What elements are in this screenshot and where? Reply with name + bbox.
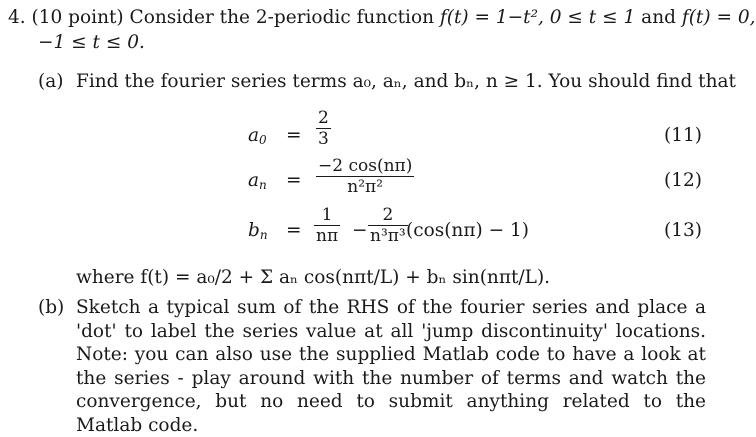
fraction-numerator: 1 (321, 205, 333, 225)
fraction-numerator: 2 (318, 108, 329, 128)
problem-intro: Consider the 2-periodic function (129, 7, 435, 28)
fraction-bn-2 (368, 205, 408, 246)
fraction-denominator: n³π³ (370, 226, 406, 246)
bn-symbol: $b_n$ (248, 220, 268, 242)
equation-tag-13: (13) (664, 220, 702, 241)
minus-sign: − (352, 220, 368, 241)
part-a-text: Find the fourier series terms a₀, aₙ, and bₙ, n ≥ 1. You should find that (76, 71, 736, 92)
equation-tag-11: (11) (664, 125, 702, 146)
fraction-bn-1 (314, 205, 340, 246)
fraction-numerator: 2 (382, 205, 394, 225)
function-definition-2: f(t) = 0, (681, 7, 756, 28)
function-domain-2: −1 ≤ t ≤ 0. (38, 32, 145, 53)
a0-symbol: $a_0$ (248, 125, 267, 147)
part-a-label: (a) (38, 71, 64, 92)
bn-tail: (cos(nπ) − 1) (406, 220, 529, 241)
part-b-text: Sketch a typical sum of the RHS of the fourier series and place a 'dot' to label the series value at all 'jump discontinuity' locations. Note: you can also use the supplied Matlab code to have a look at the series - play around with the number of terms and watch the convergence, but no need to submit anything related to the Matlab code. (76, 297, 706, 436)
equals-sign: = (286, 125, 302, 146)
fraction-an (316, 156, 414, 197)
fraction-numerator: −2 cos(nπ) (318, 156, 413, 176)
fraction-denominator: 3 (318, 129, 329, 149)
an-symbol: $a_n$ (248, 170, 267, 192)
fraction-denominator: n²π² (347, 177, 384, 197)
fraction-denominator: nπ (316, 226, 339, 246)
problem-points: (10 point) (31, 7, 124, 28)
equals-sign: = (286, 170, 302, 191)
where-line: where f(t) = a₀/2 + Σ aₙ cos(nπt/L) + bₙ sin(nπt/L). (76, 267, 551, 288)
problem-statement (8, 6, 756, 30)
equals-sign: = (286, 220, 302, 241)
function-definition-1: f(t) = 1−t², 0 ≤ t ≤ 1 (439, 7, 636, 28)
equation-tag-12: (12) (664, 170, 702, 191)
problem-number: 4. (8, 7, 26, 28)
part-b-label: (b) (38, 297, 65, 318)
fraction-a0 (316, 108, 331, 149)
and-word: and (641, 7, 676, 28)
